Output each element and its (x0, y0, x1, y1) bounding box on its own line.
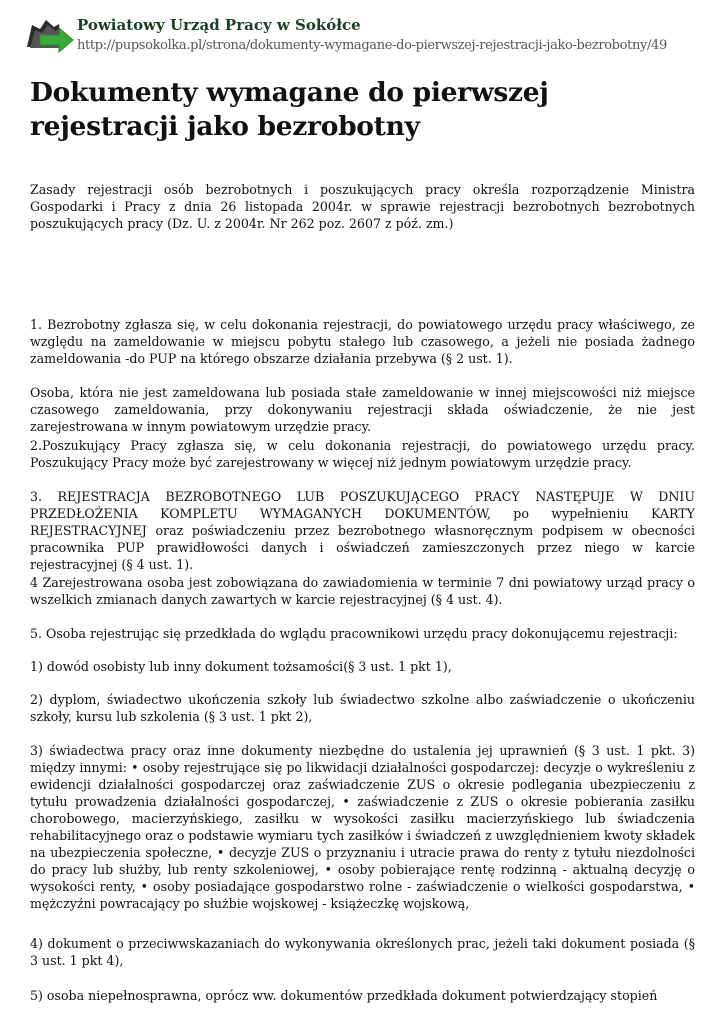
page-title: Dokumenty wymagane do pierwszej rejestracji jako bezrobotny (30, 77, 549, 142)
paragraph-2b: 2.Poszukujący Pracy zgłasza się, w celu dokonania rejestracji, do powiatowego urzędu pracy. Poszukujący Pracy może być zarejestrowany w więcej niż jednym powiatowym urzędzie pracy. (30, 438, 695, 470)
list-item-4: 4) dokument o przeciwwskazaniach do wykonywania określonych prac, jeżeli taki dokument posiada (§ 3 ust. 1 pkt 4), (30, 936, 695, 968)
list-item-3: 3) świadectwa pracy oraz inne dokumenty niezbędne do ustalenia jej uprawnień (§ 3 ust. 1 pkt. 3) między innymi: • osoby rejestrujące się po likwidacji działalności gospodarczej: decyzje o wykreśleniu z ewidencji działalności gospodarczej oraz zaświadczenie ZUS o okresie podlegania ubezpieczeniu z tytułu prowadzenia działalności gospodarczej, • zaświadczenie z ZUS o okresie pobierania zasiłku chorobowego, macierzyńskiego, zasiłku w wysokości zasiłku macierzyńskiego lub świadczenia rehabilitacyjnego oraz o podstawie wymiaru tych zasiłków i świadczeń z uwzględnieniem kwoty składek na ubezpieczenia społeczne, • decyzje ZUS o przyznaniu i utracie prawa do renty z tytułu niezdolności do pracy lub służby, lub renty szkoleniowej, • osoby pobierające rentę rodzinną - aktualną decyzję o wysokości renty, • osoby posiadające gospodarstwo rolne - zaświadczenie o wielkości gospodarstwa, • mężczyźni powracający po służbie wojskowej - książeczkę wojskową, (30, 743, 696, 911)
page-url[interactable]: http://pupsokolka.pl/strona/dokumenty-wymagane-do-pierwszej-rejestracji-jako-bezrobotny/49 (77, 38, 667, 53)
list-item-5: 5) osoba niepełnosprawna, oprócz ww. dokumentów przedkłada dokument potwierdzający stopień (30, 988, 658, 1003)
paragraph-2a: Osoba, która nie jest zameldowana lub posiada stałe zameldowanie w innej miejscowości niż miejsce czasowego zameldowania, przy dokonywaniu rejestracji składa oświadczenie, że nie jest zarejestrowana w innym powiatowym urzędzie pracy. (30, 385, 695, 434)
list-item-1: 1) dowód osobisty lub inny dokument tożsamości(§ 3 ust. 1 pkt 1), (30, 659, 452, 674)
document-header (26, 14, 706, 58)
arrow-logo-icon (26, 17, 74, 53)
paragraph-1: 1. Bezrobotny zgłasza się, w celu dokonania rejestracji, do powiatowego urzędu pracy właściwego, ze względu na zameldowanie w miejscu pobytu stałego lub czasowego, a jeżeli nie posiada żadnego zameldowania -do PUP na którego obszarze działania przebywa (§ 2 ust. 1). (30, 317, 695, 366)
paragraph-4: 4 Zarejestrowana osoba jest zobowiązana do zawiadomienia w terminie 7 dni powiatowy urząd pracy o wszelkich zmianach danych zawartych w karcie rejestracyjnej (§ 4 ust. 4). (30, 575, 695, 607)
paragraph-5: 5. Osoba rejestrując się przedkłada do wglądu pracownikowi urzędu pracy dokonującemu rejestracji: (30, 626, 678, 641)
list-item-2: 2) dyplom, świadectwo ukończenia szkoły lub świadectwo szkolne albo zaświadczenie o ukończeniu szkoły, kursu lub szkolenia (§ 3 ust. 1 pkt 2), (30, 692, 695, 724)
paragraph-3: 3. REJESTRACJA BEZROBOTNEGO LUB POSZUKUJĄCEGO PRACY NASTĘPUJE W DNIU PRZEDŁOŻENIA KOMPLETU WYMAGANYCH DOKUMENTÓW, po wypełnieniu KARTY REJESTRACYJNEJ oraz poświadczeniu przez bezrobotnego własnoręcznym podpisem w obecności pracownika PUP prawidłowości danych i oświadczeń zamieszczonych przez niego w karcie rejestracyjnej (§ 4 ust. 1). (30, 489, 695, 572)
site-title: Powiatowy Urząd Pracy w Sokółce (77, 16, 361, 34)
intro-paragraph: Zasady rejestracji osób bezrobotnych i poszukujących pracy określa rozporządzenie Ministra Gospodarki i Pracy z dnia 26 listopada 2004r. w sprawie rejestracji bezrobotnych bezrobotnych poszukujących pracy (Dz. U. z 2004r. Nr 262 poz. 2607 z póź. zm.) (30, 182, 695, 231)
